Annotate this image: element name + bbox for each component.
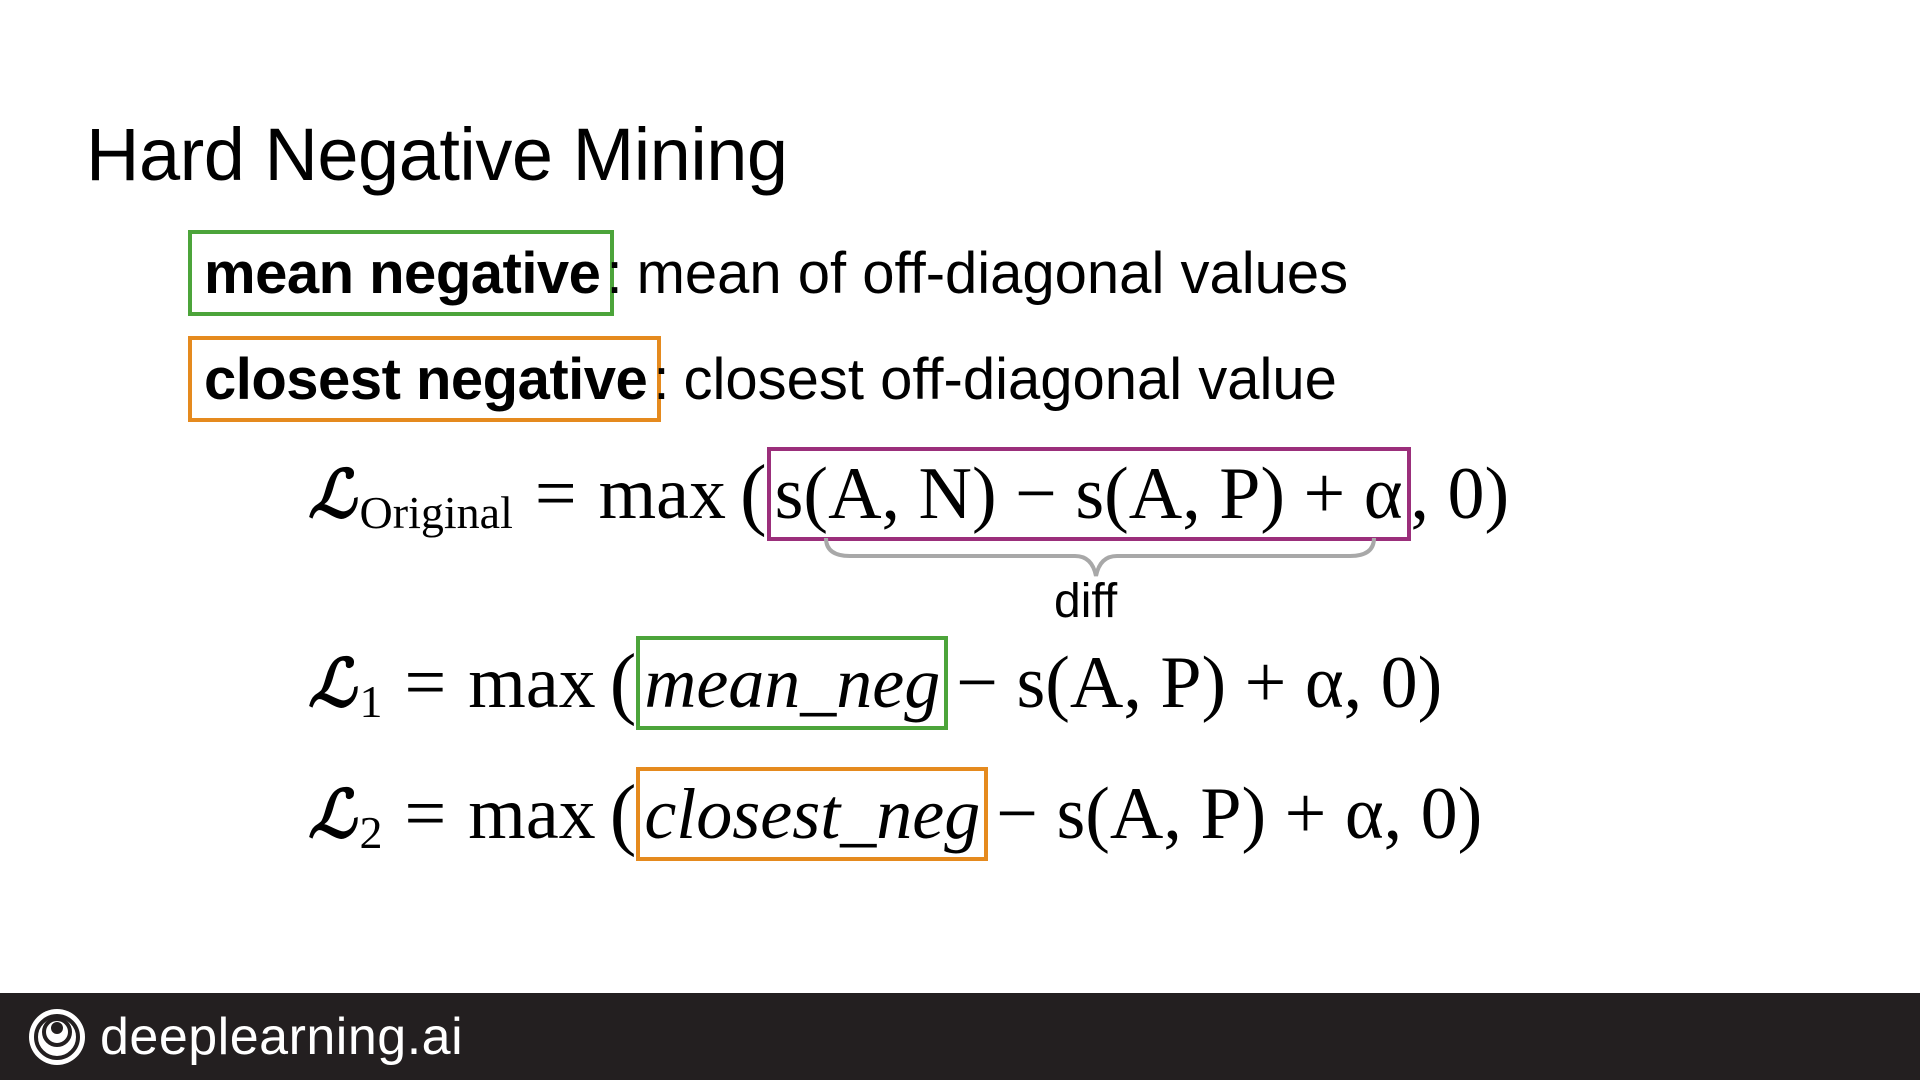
mean-negative-description: mean of off-diagonal values	[636, 240, 1349, 306]
loss-subscript: 1	[359, 675, 383, 727]
equals-sign: =	[534, 452, 577, 535]
definition-mean-negative	[188, 227, 1348, 319]
mean-neg-box: mean_neg	[636, 636, 948, 730]
equation-tail: − s(A, P) + α, 0)	[996, 772, 1483, 855]
loss-symbol: ℒ	[308, 455, 356, 533]
equation-tail: − s(A, P) + α, 0)	[956, 641, 1443, 724]
definition-colon: :	[653, 346, 670, 412]
equals-sign: =	[404, 641, 447, 724]
deeplearning-logo-icon	[26, 1006, 88, 1068]
equation-original-loss	[308, 446, 1509, 542]
footer-bar	[0, 993, 1920, 1080]
mean-negative-term: mean negative	[188, 230, 614, 316]
loss-symbol: ℒ	[308, 775, 356, 853]
max-function: max	[598, 452, 726, 535]
equation-l1-loss	[308, 635, 1442, 731]
loss-subscript: Original	[359, 486, 513, 538]
definition-closest-negative	[188, 333, 1337, 425]
definition-colon: :	[606, 240, 623, 306]
closest-negative-description: closest off-diagonal value	[683, 346, 1337, 412]
diff-label: diff	[1054, 575, 1118, 628]
max-function: max	[468, 641, 596, 724]
open-paren: (	[739, 449, 767, 538]
slide-title: Hard Negative Mining	[86, 113, 788, 196]
closest-negative-term: closest negative	[188, 336, 661, 422]
open-paren: (	[609, 638, 637, 727]
loss-symbol: ℒ	[308, 644, 356, 722]
loss-subscript: 2	[359, 806, 383, 858]
open-paren: (	[609, 769, 637, 858]
max-function: max	[468, 772, 596, 855]
brand-name: deeplearning.ai	[100, 1007, 464, 1066]
closest-neg-box: closest_neg	[636, 767, 988, 861]
equals-sign: =	[404, 772, 447, 855]
equation-tail: , 0)	[1410, 452, 1510, 535]
equation-l2-loss	[308, 766, 1482, 862]
diff-term-box: s(A, N) − s(A, P) + α	[767, 447, 1411, 541]
